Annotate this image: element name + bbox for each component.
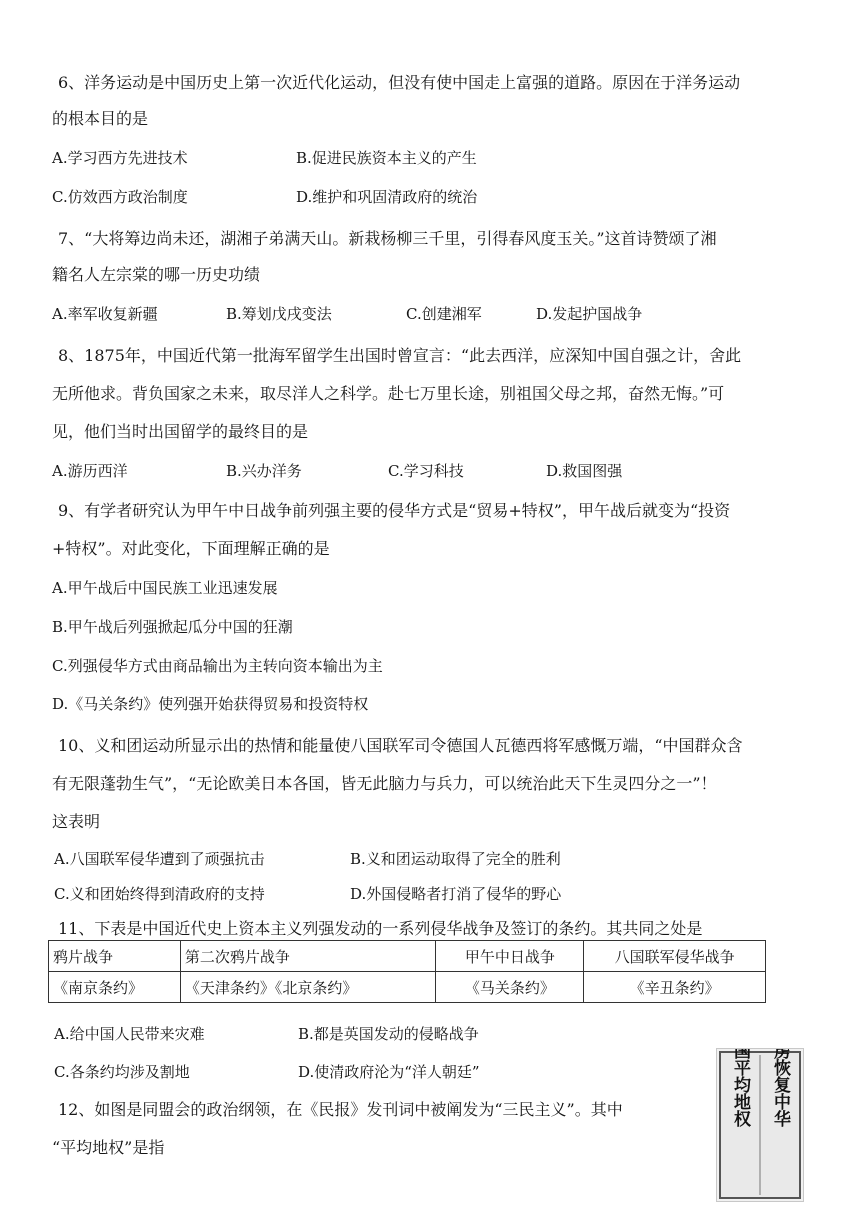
table-cell-treaty-4: 《辛丑条约》 bbox=[584, 972, 766, 1003]
q9-option-b: B.甲午战后列强掀起瓜分中国的狂潮 bbox=[52, 618, 293, 636]
table-cell-treaty-2: 《天津条约》《北京条约》 bbox=[180, 972, 436, 1003]
q6-stem-line1: 6、洋务运动是中国历史上第一次近代化运动，但没有使中国走上富强的道路。原因在于洋务运动 bbox=[58, 73, 741, 92]
q9-option-a: A.甲午战后中国民族工业迅速发展 bbox=[52, 579, 278, 597]
q10-stem-line1: 10、义和团运动所显示出的热情和能量使八国联军司令德国人瓦德西将军感慨万端，“中国群众含 bbox=[58, 736, 743, 755]
q10-option-d: D.外国侵略者打消了侵华的野心 bbox=[350, 885, 562, 903]
q7-option-d: D.发起护国战争 bbox=[536, 305, 643, 323]
q11-option-c: C.各条约均涉及割地 bbox=[54, 1063, 190, 1081]
tongmenghui-program-image bbox=[716, 1048, 804, 1202]
q6-option-b: B.促进民族资本主义的产生 bbox=[296, 149, 477, 167]
table-cell-treaty-1: 《南京条约》 bbox=[49, 972, 181, 1003]
q10-option-c: C.义和团始终得到清政府的支持 bbox=[54, 885, 265, 903]
seal-column-left: 创立民国平均地权 bbox=[730, 1049, 750, 1127]
q11-option-b: B.都是英国发动的侵略战争 bbox=[298, 1025, 479, 1043]
q8-stem-line3: 见，他们当时出国留学的最终目的是 bbox=[52, 422, 309, 441]
q8-stem-line1: 8、1875年，中国近代第一批海军留学生出国时曾宣言：“此去西洋，应深知中国自强之计，舍此 bbox=[58, 346, 742, 365]
q6-option-d: D.维护和巩固清政府的统治 bbox=[296, 188, 478, 206]
q8-option-c: C.学习科技 bbox=[388, 462, 464, 480]
q7-stem-line2: 籍名人左宗棠的哪一历史功绩 bbox=[52, 265, 261, 284]
q7-option-a: A.率军收复新疆 bbox=[52, 305, 158, 323]
table-cell-war-2: 第二次鸦片战争 bbox=[180, 941, 436, 972]
q9-stem-line2: +特权”。对此变化，下面理解正确的是 bbox=[52, 539, 330, 558]
table-row bbox=[49, 941, 766, 972]
seal-column-right: 驱除鞑虏恢复中华 bbox=[770, 1049, 790, 1127]
q8-stem-line2: 无所他求。背负国家之未来，取尽洋人之科学。赴七万里长途，别祖国父母之邦，奋然无悔。”可 bbox=[52, 384, 725, 403]
table-cell-war-4: 八国联军侵华战争 bbox=[584, 941, 766, 972]
q12-stem-line1: 12、如图是同盟会的政治纲领，在《民报》发刊词中被阐发为“三民主义”。其中 bbox=[58, 1100, 623, 1119]
table-cell-treaty-3: 《马关条约》 bbox=[436, 972, 584, 1003]
q12-stem-line2: “平均地权”是指 bbox=[52, 1138, 165, 1157]
q10-stem-line2: 有无限蓬勃生气”，“无论欧美日本各国，皆无此脑力与兵力，可以统治此天下生灵四分之一”！ bbox=[52, 774, 717, 793]
q11-option-a: A.给中国人民带来灾难 bbox=[54, 1025, 205, 1043]
q6-stem-line2: 的根本目的是 bbox=[52, 109, 149, 128]
calligraphy-image bbox=[717, 1049, 803, 1201]
q6-option-a: A.学习西方先进技术 bbox=[52, 149, 188, 167]
table-cell-war-3: 甲午中日战争 bbox=[436, 941, 584, 972]
table-cell-war-1: 鸦片战争 bbox=[49, 941, 181, 972]
q6-option-c: C.仿效西方政治制度 bbox=[52, 188, 188, 206]
q7-option-b: B.筹划戊戌变法 bbox=[226, 305, 332, 323]
q8-option-b: B.兴办洋务 bbox=[226, 462, 302, 480]
q9-option-d: D.《马关条约》使列强开始获得贸易和投资特权 bbox=[52, 695, 369, 713]
q7-option-c: C.创建湘军 bbox=[406, 305, 482, 323]
q7-stem-line1: 7、“大将筹边尚未还，湖湘子弟满天山。新栽杨柳三千里，引得春风度玉关。”这首诗赞颂了湘 bbox=[58, 229, 717, 248]
table-row bbox=[49, 972, 766, 1003]
q8-option-d: D.救国图强 bbox=[546, 462, 623, 480]
q9-stem-line1: 9、有学者研究认为甲午中日战争前列强主要的侵华方式是“贸易+特权”，甲午战后就变为“投资 bbox=[58, 501, 731, 520]
q11-stem-line1: 11、下表是中国近代史上资本主义列强发动的一系列侵华战争及签订的条约。其共同之处是 bbox=[58, 919, 703, 938]
q10-stem-line3: 这表明 bbox=[52, 812, 101, 831]
q10-option-b: B.义和团运动取得了完全的胜利 bbox=[350, 850, 561, 868]
q11-option-d: D.使清政府沦为“洋人朝廷” bbox=[298, 1063, 480, 1081]
war-treaty-table bbox=[48, 940, 766, 1003]
q9-option-c: C.列强侵华方式由商品输出为主转向资本输出为主 bbox=[52, 657, 383, 675]
q10-option-a: A.八国联军侵华遭到了顽强抗击 bbox=[54, 850, 265, 868]
q8-option-a: A.游历西洋 bbox=[52, 462, 128, 480]
